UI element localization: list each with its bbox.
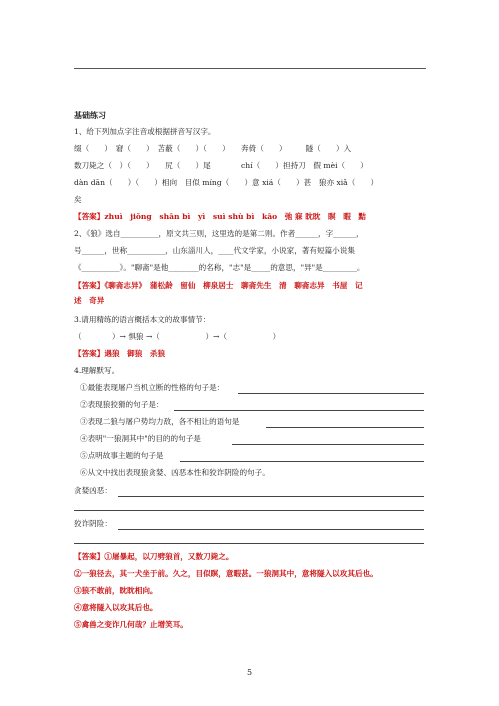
- cunning-label: 狡诈阴险：: [74, 519, 112, 528]
- page-number: 5: [246, 668, 253, 677]
- q4-item-1: ①最能表现屠户当机立断的性格的句子是：: [80, 383, 225, 392]
- q4-item-6: ⑥从文中找出表现狼贪婪、凶恶本性和狡诈阴险的句子。: [80, 468, 270, 477]
- answer-blank: [180, 461, 424, 462]
- answer-blank: [266, 427, 424, 428]
- q4-prompt: 4.理解默写。: [74, 366, 120, 375]
- answer-blank: [232, 444, 424, 445]
- q4-item-3: ③表现二狼与屠户势均力敌，各不相让的语句是: [80, 417, 240, 426]
- q1-line-4: 矣: [74, 195, 82, 204]
- answer-text: ①屠暴起，以刀劈狼首，又数刀毙之。: [104, 552, 234, 561]
- q4-item-2: ②表现狼狡猾的句子是：: [80, 400, 164, 409]
- q4-answer-3: ③狼不敢前，眈眈相向。: [74, 586, 158, 595]
- q4-answer-2: ②一狼径去，其一犬坐于前。久之，目似瞑，意暇甚。一狼洞其中，意将隧入以攻其后也。: [74, 569, 378, 578]
- answer-text: 《聊斋志异》 蒲松龄 留仙 柳泉居士 聊斋先生 清 聊斋志异 书屋 记: [104, 281, 363, 290]
- answer-blank: [118, 496, 424, 497]
- q3-prompt: 3.请用精练的语言概括本文的故事情节：: [74, 315, 211, 324]
- q4-item-5: ⑤点明故事主题的句子是: [80, 451, 164, 460]
- q4-answer-1: [74, 552, 233, 562]
- greedy-label: 贪婪凶恶：: [74, 486, 112, 495]
- answer-blank: [118, 529, 424, 530]
- answer-blank: [74, 510, 424, 511]
- q2-line-1: 2、《狼》选自__________，原文共三则，这里选的是第二则。作者______，字______，: [74, 229, 364, 238]
- answer-label: 【答案】: [74, 349, 105, 358]
- q2-answer-cont: 述 奇异: [74, 296, 105, 305]
- answer-blank: [74, 543, 424, 544]
- q3-flow: （ ）→ 惧狼 →（ ）→（ ）: [74, 332, 281, 341]
- q2-line-2: 号______，世称__________，山东淄川人，____代文学家，小说家，著有短篇小说集: [74, 246, 355, 255]
- answer-text: zhuì jiǒng shān bì yì suì shù bì kāo 弛 寐 眈眈 瞑 暇 黠: [104, 212, 367, 221]
- q1-line-2: 数刀毙之（ ）（ ） 尻（ ）尾 chí（ ）担持刀 假 mèi（ ）: [74, 161, 368, 170]
- answer-label: 【答案】: [74, 212, 105, 221]
- answer-label: 【答案】: [74, 281, 105, 290]
- q4-item-4: ④表明"一狼洞其中"的目的的句子是: [80, 434, 201, 443]
- q4-answer-5: ⑤禽兽之变诈几何哉？止增笑耳。: [74, 620, 188, 629]
- answer-label: 【答案】: [74, 552, 105, 561]
- answer-blank: [174, 410, 424, 411]
- q1-line-1: 缀（ ） 窘（ ） 苫蔽（ ）（ ） 奔倚（ ） 隧（ ）入: [74, 144, 352, 153]
- q1-line-3: dàn dān（ ）（ ）相向 目似 míng（ ）意 xiá（ ）甚 狼亦 xiǎ（ ）: [74, 178, 379, 187]
- q1-answer: [74, 212, 366, 222]
- q2-answer: [74, 281, 363, 291]
- q4-answer-4: ④意将隧入以攻其后也。: [74, 603, 158, 612]
- answer-text: 遇狼 御狼 杀狼: [104, 349, 166, 358]
- answer-blank: [238, 393, 424, 394]
- q1-prompt: 1、给下列加点字注音或根据拼音写汉字。: [74, 127, 216, 136]
- header-rule: [74, 68, 426, 69]
- q2-line-3: 《__________》。"聊斋"是他________的名称，"志"是_____的意思，"异"是_________。: [74, 263, 365, 272]
- q3-answer: [74, 349, 165, 359]
- section-title: 基础练习: [74, 110, 106, 120]
